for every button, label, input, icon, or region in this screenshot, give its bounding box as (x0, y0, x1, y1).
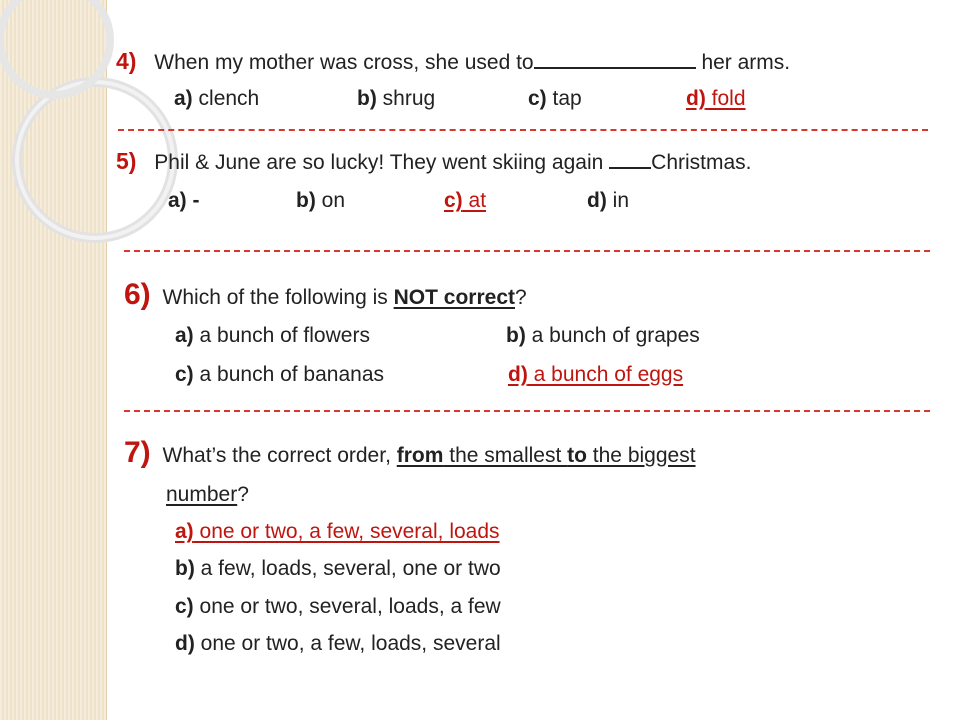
question-text: When my mother was cross, she used to (154, 51, 534, 74)
answer-blank (534, 66, 696, 69)
question-text: Christmas. (651, 151, 752, 174)
question-number: 4) (116, 48, 137, 74)
option-a[interactable] (175, 325, 370, 346)
question-text: Which of the following is (156, 286, 394, 309)
text-span: b) (296, 189, 316, 212)
text-span: the smallest (443, 444, 568, 467)
option-c-correct[interactable] (444, 190, 486, 211)
text-span: a) (168, 189, 187, 212)
question-number: 6) (124, 278, 151, 311)
text-span: c) (528, 87, 547, 110)
text-span: a bunch of eggs (527, 363, 684, 386)
text-span: to (567, 444, 587, 467)
text-span: b) (506, 324, 526, 347)
question-6 (124, 280, 527, 310)
question-text: Phil & June are so lucky! They went skiing again (154, 151, 610, 174)
text-span: on (315, 189, 346, 212)
option-c[interactable] (175, 596, 501, 617)
option-c[interactable] (528, 88, 582, 109)
option-b[interactable] (175, 558, 501, 579)
text-span: one or two, a few, loads, several (194, 632, 501, 655)
text-span: from (396, 444, 444, 467)
text-span: d) (175, 632, 195, 655)
text-span: ? (237, 483, 249, 506)
text-span: c) (175, 595, 194, 618)
text-span: a bunch of bananas (193, 363, 385, 386)
question-7 (124, 438, 696, 468)
text-span: at (462, 189, 487, 212)
question-emphasis: NOT correct (393, 286, 515, 309)
question-number: 7) (124, 436, 151, 469)
divider (124, 250, 930, 252)
text-span: a) (174, 87, 193, 110)
answer-blank (609, 166, 651, 169)
text-span: a few, loads, several, one or two (194, 557, 501, 580)
text-span: clench (192, 87, 260, 110)
divider (118, 129, 928, 131)
divider (124, 410, 930, 412)
option-a[interactable] (174, 88, 259, 109)
option-d-correct[interactable] (508, 364, 683, 385)
text-span: b) (357, 87, 377, 110)
option-a-correct[interactable] (175, 521, 500, 542)
question-4 (116, 50, 790, 73)
text-span: c) (175, 363, 194, 386)
text-span: in (606, 189, 630, 212)
text-span: b) (175, 557, 195, 580)
text-span: a) (175, 520, 194, 543)
option-a[interactable] (168, 190, 200, 211)
text-span: a) (175, 324, 194, 347)
question-text: What’s the correct order, (156, 444, 397, 467)
text-span: c) (444, 189, 463, 212)
option-b[interactable] (506, 325, 700, 346)
question-number: 5) (116, 148, 137, 174)
text-span: one or two, a few, several, loads (193, 520, 500, 543)
text-span: d) (508, 363, 528, 386)
option-b[interactable] (357, 88, 435, 109)
text-span: fold (705, 87, 746, 110)
text-span: shrug (376, 87, 436, 110)
text-span: one or two, several, loads, a few (193, 595, 501, 618)
text-span: a bunch of grapes (525, 324, 700, 347)
option-d[interactable] (175, 633, 501, 654)
text-span: number (166, 483, 238, 506)
text-span: tap (546, 87, 582, 110)
text-span: d) (587, 189, 607, 212)
option-b[interactable] (296, 190, 345, 211)
option-d-correct[interactable] (686, 88, 746, 109)
text-span: d) (686, 87, 706, 110)
question-7-continued (166, 484, 249, 505)
question-5 (116, 150, 752, 173)
option-d[interactable] (587, 190, 629, 211)
text-span: the biggest (586, 444, 696, 467)
text-span: a bunch of flowers (193, 324, 370, 347)
option-c[interactable] (175, 364, 384, 385)
text-span: ? (515, 286, 527, 309)
text-span: - (186, 189, 200, 212)
question-text: her arms. (695, 51, 791, 74)
